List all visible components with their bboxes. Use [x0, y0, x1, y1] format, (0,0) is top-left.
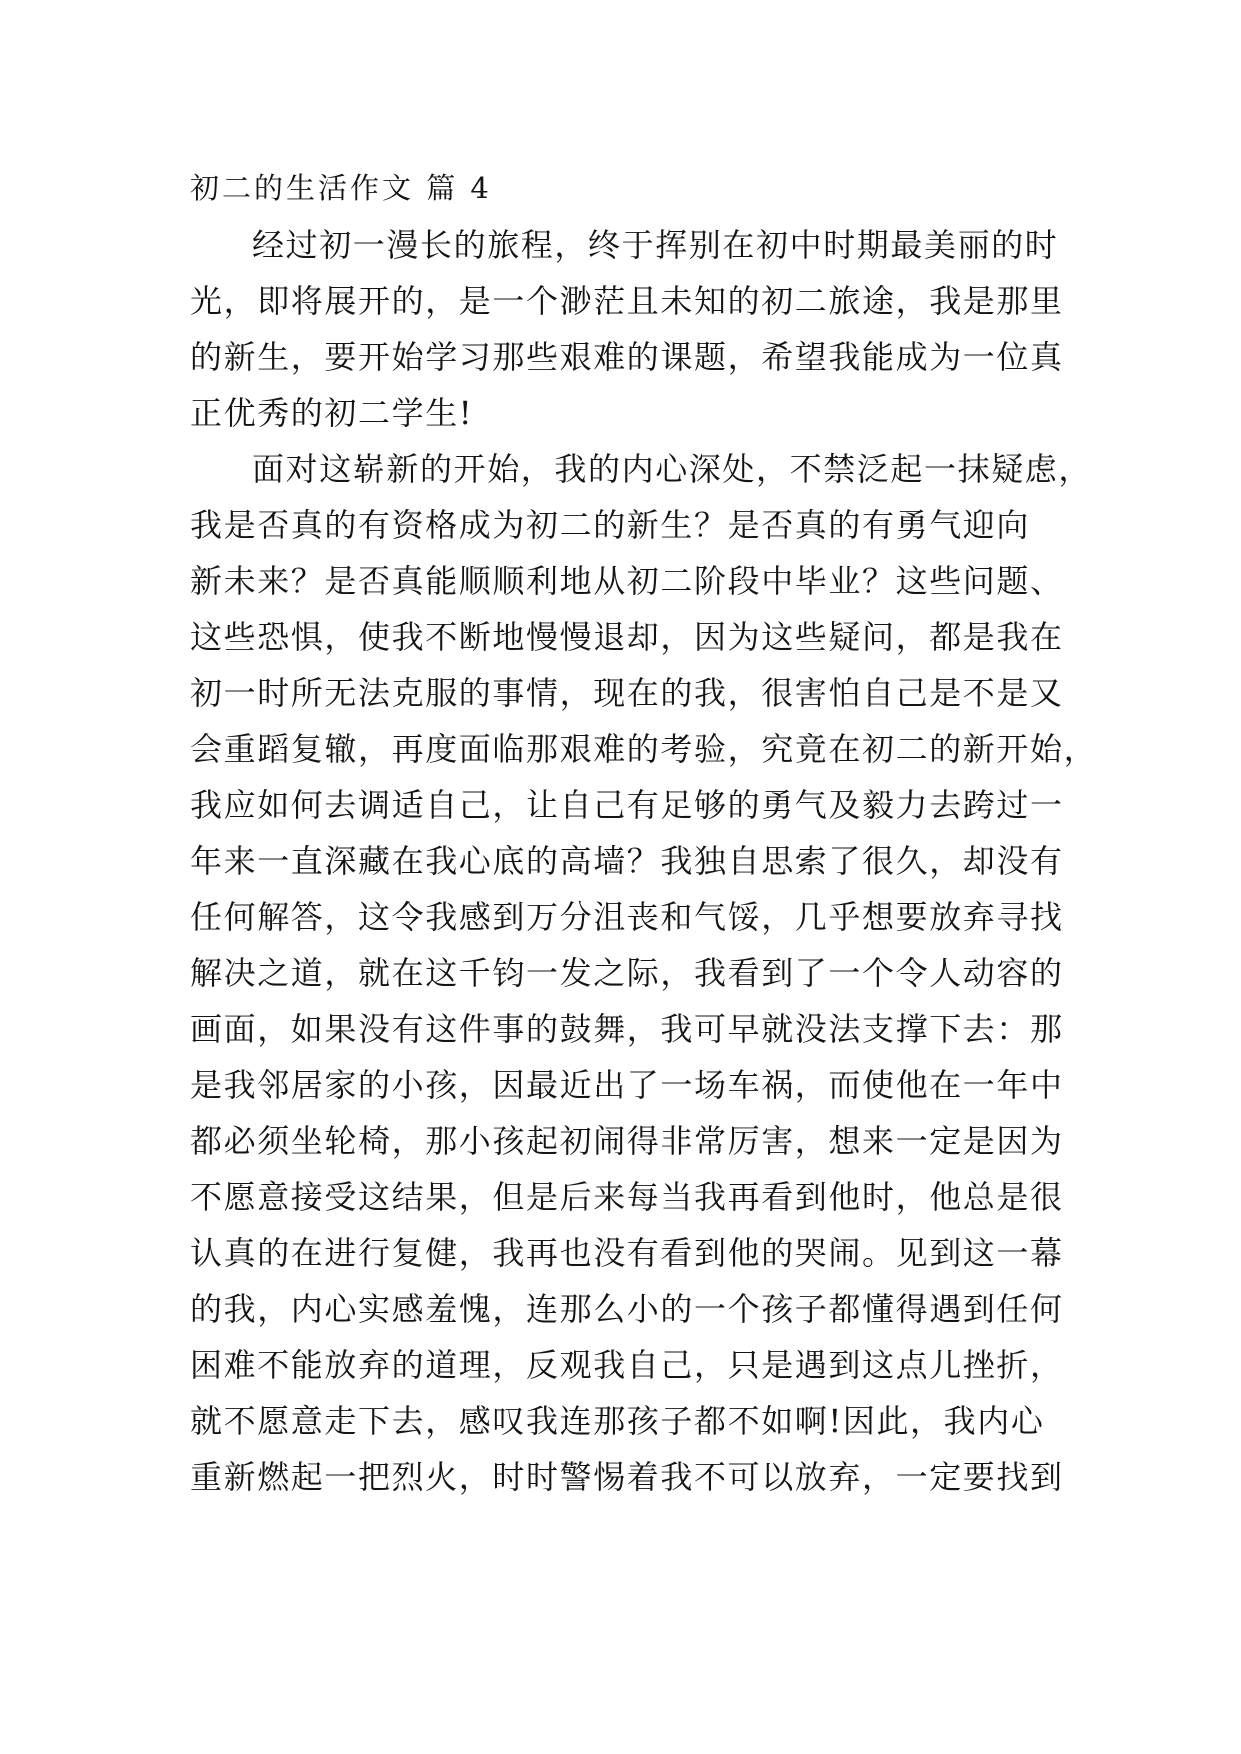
paragraph-2-line-9: 任何解答，这令我感到万分沮丧和气馁，几乎想要放弃寻找: [190, 898, 1064, 936]
document-title: 初二的生活作文 篇 4: [190, 171, 492, 205]
paragraph-2-line-11: 画面，如果没有这件事的鼓舞，我可早就没法支撑下去：那: [190, 1010, 1064, 1048]
paragraph-2-line-19: 重新燃起一把烈火，时时警惕着我不可以放弃，一定要找到: [190, 1458, 1064, 1496]
paragraph-2-line-17: 困难不能放弃的道理，反观我自己，只是遇到这点儿挫折，: [190, 1346, 1064, 1384]
document-body: [190, 217, 1098, 1505]
paragraph-2-line-3: 新未来？是否真能顺顺利地从初二阶段中毕业？这些问题、: [190, 562, 1064, 600]
paragraph-2-line-7: 我应如何去调适自己，让自己有足够的勇气及毅力去跨过一: [190, 786, 1064, 824]
paragraph-1-line-2: 光，即将展开的，是一个渺茫且未知的初二旅途，我是那里: [190, 282, 1064, 320]
paragraph-2-line-10: 解决之道，就在这千钧一发之际，我看到了一个令人动容的: [190, 954, 1064, 992]
paragraph-2-line-18: 就不愿意走下去，感叹我连那孩子都不如啊!因此，我内心: [190, 1402, 1045, 1440]
paragraph-2-line-5: 初一时所无法克服的事情，现在的我，很害怕自己是不是又: [190, 674, 1064, 712]
paragraph-2-line-15: 认真的在进行复健，我再也没有看到他的哭闹。见到这一幕: [190, 1234, 1064, 1272]
paragraph-2-line-12: 是我邻居家的小孩，因最近出了一场车祸，而使他在一年中: [190, 1066, 1064, 1104]
paragraph-2-line-2: 我是否真的有资格成为初二的新生？是否真的有勇气迎向: [190, 506, 1031, 544]
paragraph-1-line-4: 正优秀的初二学生!: [190, 394, 474, 432]
paragraph-2-line-4: 这些恐惧，使我不断地慢慢退却，因为这些疑问，都是我在: [190, 618, 1064, 656]
paragraph-1-line-3: 的新生，要开始学习那些艰难的课题，希望我能成为一位真: [190, 338, 1064, 376]
paragraph-2-line-1: 面对这崭新的开始，我的内心深处，不禁泛起一抹疑虑，: [252, 450, 1093, 488]
paragraph-1-line-1: 经过初一漫长的旅程，终于挥别在初中时期最美丽的时: [252, 226, 1059, 264]
paragraph-2-line-14: 不愿意接受这结果，但是后来每当我再看到他时，他总是很: [190, 1178, 1064, 1216]
paragraph-2-line-16: 的我，内心实感羞愧，连那么小的一个孩子都懂得遇到任何: [190, 1290, 1064, 1328]
paragraph-2-line-6: 会重蹈复辙，再度面临那艰难的考验，究竟在初二的新开始，: [190, 730, 1098, 768]
paragraph-2-line-13: 都必须坐轮椅，那小孩起初闹得非常厉害，想来一定是因为: [190, 1122, 1064, 1160]
paragraph-2-line-8: 年来一直深藏在我心底的高墙？我独自思索了很久，却没有: [190, 842, 1064, 880]
